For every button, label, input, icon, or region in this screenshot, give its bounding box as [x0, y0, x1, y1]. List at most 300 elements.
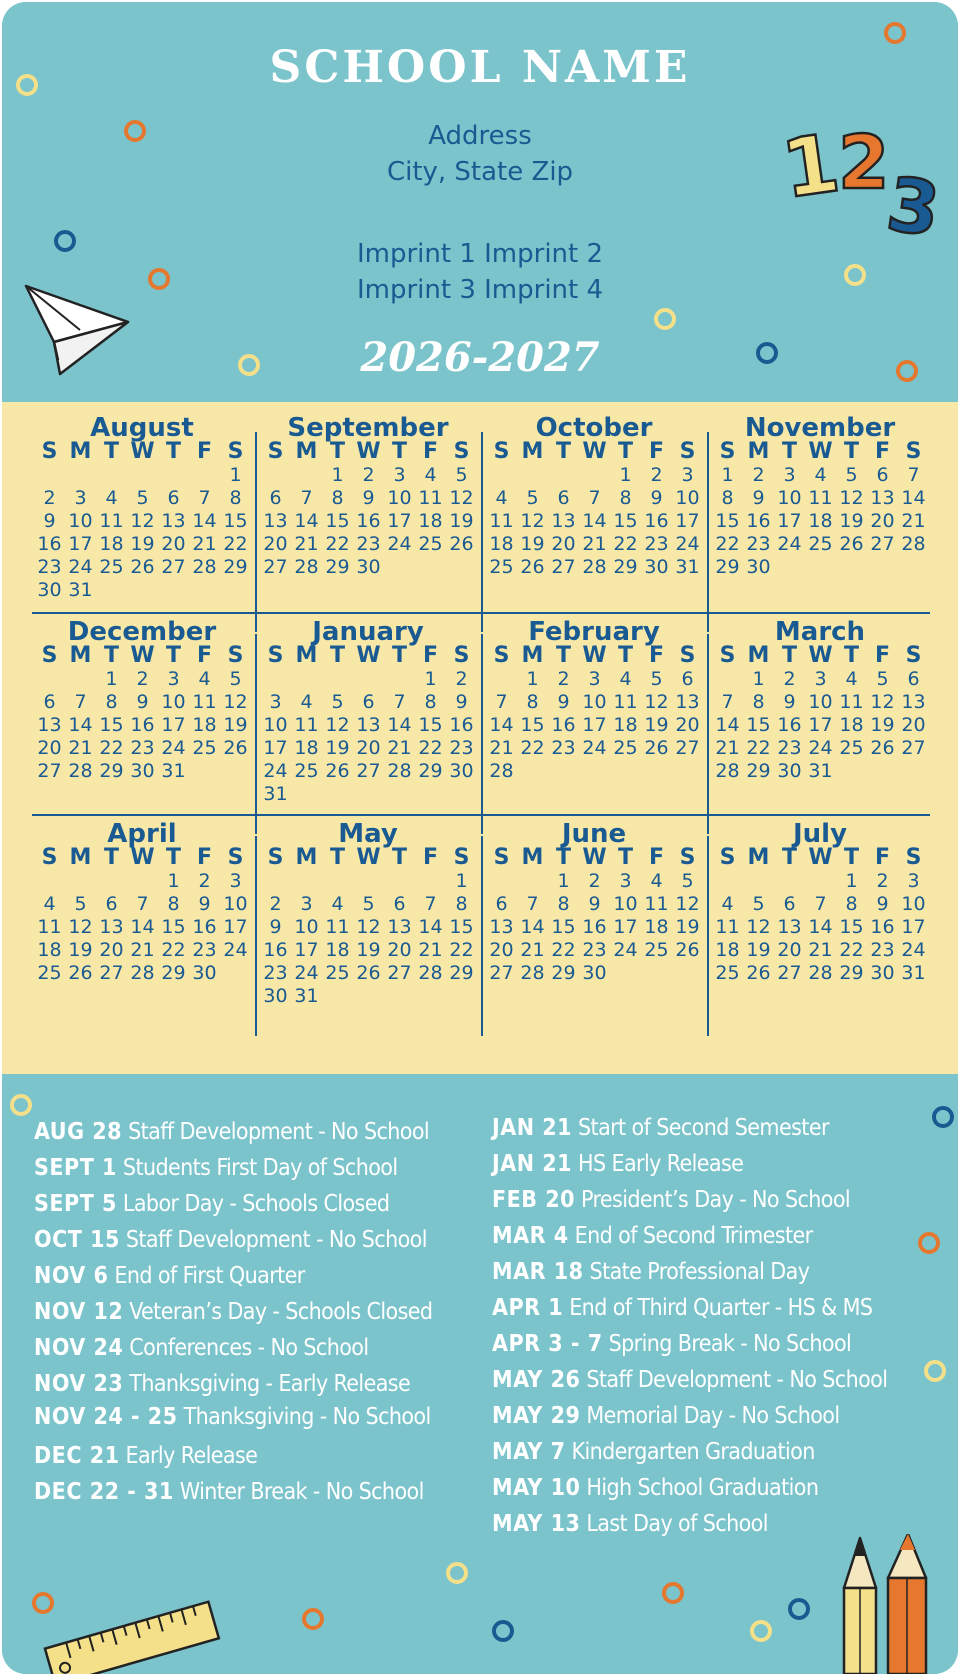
day-cell: 29: [449, 962, 474, 984]
event-text: Labor Day - Schools Closed: [122, 1191, 390, 1217]
day-cell: 29: [551, 962, 576, 984]
day-cell: 9: [650, 487, 663, 509]
week-row: [712, 893, 929, 916]
day-cell: 11: [325, 916, 350, 938]
event-text: President’s Day - No School: [581, 1187, 851, 1213]
day-cell: 4: [495, 487, 508, 509]
day-cell: 2: [362, 464, 375, 486]
day-cell: [446, 985, 477, 1008]
weekday-header: [712, 644, 929, 668]
event-date: SEPT 5: [34, 1191, 117, 1217]
day-cell: 25: [418, 533, 443, 555]
week-row: [34, 579, 251, 602]
day-cell: 26: [839, 533, 864, 555]
week-row: [260, 985, 477, 1008]
day-cell: 27: [37, 760, 62, 782]
event-item: [492, 1218, 932, 1254]
day-cell: 10: [613, 893, 638, 915]
event-date: SEPT 1: [34, 1155, 117, 1181]
day-cell: 18: [715, 939, 740, 961]
event-item: [492, 1326, 932, 1362]
day-cell: 29: [613, 556, 638, 578]
day-cell: 7: [526, 893, 539, 915]
week-row: [712, 487, 929, 510]
day-cell: 29: [325, 556, 350, 578]
day-cell: [415, 985, 446, 1008]
day-cell: [260, 464, 291, 487]
day-cell: 1: [526, 668, 539, 690]
week-row: [712, 962, 929, 985]
day-cell: 19: [870, 714, 895, 736]
event-item: [492, 1182, 932, 1218]
week-row: [260, 737, 477, 760]
day-cell: [65, 668, 96, 691]
day-cell: 22: [325, 533, 350, 555]
event-item: [492, 1290, 932, 1326]
day-cell: 7: [907, 464, 920, 486]
day-cell: 8: [845, 893, 858, 915]
week-row: [712, 533, 929, 556]
decorative-ring-icon: [662, 1582, 684, 1604]
event-date: DEC 21: [34, 1443, 120, 1469]
day-cell: 31: [68, 579, 93, 601]
weekday-label: M: [295, 439, 318, 464]
event-date: JAN 21: [492, 1151, 573, 1177]
day-cell: 23: [449, 737, 474, 759]
day-cell: 25: [489, 556, 514, 578]
decorative-ring-icon: [148, 268, 170, 290]
day-cell: 20: [356, 737, 381, 759]
week-row: [260, 783, 477, 806]
day-cell: 20: [675, 714, 700, 736]
day-cell: 15: [520, 714, 545, 736]
day-cell: 24: [294, 962, 319, 984]
weekday-label: T: [781, 643, 797, 668]
weekday-label: T: [165, 845, 181, 870]
day-cell: 3: [229, 870, 242, 892]
day-cell: 21: [582, 533, 607, 555]
week-row: [712, 760, 929, 783]
day-cell: 18: [808, 510, 833, 532]
day-cell: 22: [839, 939, 864, 961]
week-row: [712, 737, 929, 760]
week-row: [34, 487, 251, 510]
week-row: [486, 510, 703, 533]
weekday-label: S: [453, 845, 470, 870]
weekday-header: [712, 846, 929, 870]
weekday-label: S: [719, 845, 736, 870]
day-cell: 17: [808, 714, 833, 736]
day-cell: 12: [839, 487, 864, 509]
event-text: Start of Second Semester: [578, 1115, 829, 1141]
day-cell: 3: [619, 870, 632, 892]
day-cell: 7: [424, 893, 437, 915]
day-cell: 23: [644, 533, 669, 555]
day-cell: 13: [37, 714, 62, 736]
address-line-1: Address: [428, 121, 532, 151]
day-cell: [127, 579, 158, 602]
day-cell: 3: [74, 487, 87, 509]
day-cell: 11: [839, 691, 864, 713]
day-cell: [774, 556, 805, 579]
day-cell: 28: [808, 962, 833, 984]
week-row: [34, 916, 251, 939]
event-item: [492, 1254, 932, 1290]
day-cell: [486, 870, 517, 893]
day-cell: [158, 464, 189, 487]
day-cell: [96, 579, 127, 602]
week-row: [486, 714, 703, 737]
day-cell: 6: [907, 668, 920, 690]
day-cell: [415, 556, 446, 579]
weekday-label: W: [808, 845, 833, 870]
day-cell: 26: [870, 737, 895, 759]
day-cell: 26: [746, 962, 771, 984]
day-cell: 2: [557, 668, 570, 690]
week-row: [712, 464, 929, 487]
day-cell: 28: [68, 760, 93, 782]
day-cell: 28: [130, 962, 155, 984]
week-row: [486, 691, 703, 714]
week-row: [486, 962, 703, 985]
day-cell: 29: [223, 556, 248, 578]
day-cell: 11: [808, 487, 833, 509]
day-cell: 7: [300, 487, 313, 509]
day-cell: 25: [644, 939, 669, 961]
day-cell: [672, 962, 703, 985]
day-cell: 26: [644, 737, 669, 759]
day-cell: 24: [161, 737, 186, 759]
day-cell: 18: [37, 939, 62, 961]
day-cell: 18: [489, 533, 514, 555]
day-cell: 9: [876, 893, 889, 915]
day-cell: 22: [449, 939, 474, 961]
day-cell: 21: [901, 510, 926, 532]
column-divider: [707, 634, 709, 834]
day-cell: 26: [675, 939, 700, 961]
event-text: Staff Development - No School: [125, 1227, 427, 1253]
day-cell: 10: [675, 487, 700, 509]
day-cell: 27: [356, 760, 381, 782]
weekday-label: F: [196, 845, 213, 870]
day-cell: 16: [130, 714, 155, 736]
decorative-ring-icon: [896, 360, 918, 382]
day-cell: 22: [746, 737, 771, 759]
day-cell: [384, 783, 415, 806]
calendar-section: [2, 402, 958, 1074]
weekday-label: F: [196, 439, 213, 464]
weekday-label: T: [103, 439, 119, 464]
month-name: January: [312, 617, 424, 647]
day-cell: 28: [715, 760, 740, 782]
day-cell: 15: [746, 714, 771, 736]
day-cell: 25: [37, 962, 62, 984]
event-date: OCT 15: [34, 1227, 120, 1253]
day-cell: 1: [752, 668, 765, 690]
day-cell: 8: [331, 487, 344, 509]
day-cell: 14: [715, 714, 740, 736]
event-date: MAY 13: [492, 1511, 581, 1537]
day-cell: 25: [808, 533, 833, 555]
day-cell: 11: [489, 510, 514, 532]
day-cell: [517, 870, 548, 893]
day-cell: [189, 464, 220, 487]
weekday-header: [260, 846, 477, 870]
event-text: Spring Break - No School: [608, 1331, 852, 1357]
event-date: MAY 10: [492, 1475, 581, 1501]
day-cell: 20: [387, 939, 412, 961]
day-cell: 22: [520, 737, 545, 759]
weekday-label: S: [267, 439, 284, 464]
day-cell: 17: [68, 533, 93, 555]
day-cell: 14: [520, 916, 545, 938]
day-cell: 24: [387, 533, 412, 555]
decorative-ring-icon: [302, 1608, 324, 1630]
day-cell: 3: [783, 464, 796, 486]
weekday-label: M: [295, 845, 318, 870]
weekday-label: T: [391, 439, 407, 464]
day-cell: 31: [901, 962, 926, 984]
day-cell: 31: [294, 985, 319, 1007]
weekday-label: S: [719, 439, 736, 464]
decorative-ring-icon: [16, 74, 38, 96]
day-cell: 14: [294, 510, 319, 532]
week-row: [486, 737, 703, 760]
day-cell: [189, 579, 220, 602]
weekday-label: S: [905, 439, 922, 464]
day-cell: 5: [526, 487, 539, 509]
day-cell: [805, 556, 836, 579]
weekday-header: [486, 644, 703, 668]
day-cell: 10: [294, 916, 319, 938]
day-cell: 8: [752, 691, 765, 713]
day-cell: 23: [777, 737, 802, 759]
day-cell: 1: [557, 870, 570, 892]
day-cell: [220, 760, 251, 783]
day-cell: 4: [619, 668, 632, 690]
day-cell: 10: [582, 691, 607, 713]
day-cell: 17: [613, 916, 638, 938]
event-text: HS Early Release: [578, 1151, 744, 1177]
event-text: Staff Development - No School: [128, 1119, 430, 1145]
day-cell: [127, 870, 158, 893]
day-cell: 12: [675, 893, 700, 915]
week-row: [34, 760, 251, 783]
day-cell: 11: [715, 916, 740, 938]
day-cell: 11: [613, 691, 638, 713]
weekday-label: S: [679, 845, 696, 870]
week-row: [260, 760, 477, 783]
week-row: [260, 556, 477, 579]
month-october: [482, 413, 706, 579]
day-cell: [291, 464, 322, 487]
day-cell: 5: [845, 464, 858, 486]
day-cell: [743, 870, 774, 893]
day-cell: 8: [424, 691, 437, 713]
day-cell: 20: [161, 533, 186, 555]
day-cell: 9: [557, 691, 570, 713]
day-cell: 24: [68, 556, 93, 578]
day-cell: 2: [43, 487, 56, 509]
day-cell: 21: [130, 939, 155, 961]
month-name: November: [744, 413, 896, 443]
day-cell: [517, 464, 548, 487]
day-cell: [898, 760, 929, 783]
day-cell: 11: [294, 714, 319, 736]
day-cell: [322, 870, 353, 893]
event-item: [492, 1362, 932, 1398]
day-cell: [641, 962, 672, 985]
day-cell: 29: [746, 760, 771, 782]
month-name: October: [535, 413, 653, 443]
day-cell: 7: [814, 893, 827, 915]
day-cell: 4: [300, 691, 313, 713]
day-cell: 25: [839, 737, 864, 759]
weekday-label: T: [391, 643, 407, 668]
day-cell: [384, 668, 415, 691]
column-divider: [707, 432, 709, 632]
day-cell: [220, 962, 251, 985]
day-cell: 31: [161, 760, 186, 782]
day-cell: 20: [551, 533, 576, 555]
day-cell: [353, 783, 384, 806]
day-cell: 2: [588, 870, 601, 892]
weekday-label: T: [617, 439, 633, 464]
day-cell: 11: [37, 916, 62, 938]
day-cell: 3: [167, 668, 180, 690]
day-cell: 6: [362, 691, 375, 713]
event-item: [34, 1330, 474, 1366]
day-cell: 21: [715, 737, 740, 759]
weekday-header: [260, 440, 477, 464]
column-divider: [481, 432, 483, 632]
day-cell: 4: [198, 668, 211, 690]
day-cell: [34, 870, 65, 893]
day-cell: 24: [613, 939, 638, 961]
day-cell: 14: [387, 714, 412, 736]
week-row: [260, 464, 477, 487]
day-cell: [158, 579, 189, 602]
day-cell: 14: [192, 510, 217, 532]
day-cell: 13: [356, 714, 381, 736]
week-row: [34, 714, 251, 737]
week-row: [486, 668, 703, 691]
day-cell: [517, 760, 548, 783]
weekday-label: M: [747, 439, 770, 464]
day-cell: 18: [613, 714, 638, 736]
day-cell: 12: [325, 714, 350, 736]
day-cell: 13: [387, 916, 412, 938]
day-cell: 15: [223, 510, 248, 532]
day-cell: 12: [870, 691, 895, 713]
day-cell: [291, 870, 322, 893]
day-cell: 16: [192, 916, 217, 938]
column-divider: [481, 836, 483, 1036]
event-item: [34, 1438, 474, 1474]
weekday-header: [486, 440, 703, 464]
day-cell: 28: [520, 962, 545, 984]
day-cell: 23: [356, 533, 381, 555]
day-cell: 28: [901, 533, 926, 555]
day-cell: 11: [192, 691, 217, 713]
decorative-ring-icon: [750, 1620, 772, 1642]
day-cell: 1: [455, 870, 468, 892]
school-name: SCHOOL NAME: [269, 42, 691, 93]
day-cell: 12: [520, 510, 545, 532]
month-name: May: [338, 819, 398, 849]
event-item: [34, 1114, 474, 1150]
weekday-label: T: [617, 845, 633, 870]
day-cell: [384, 985, 415, 1008]
day-cell: [353, 985, 384, 1008]
day-cell: 2: [269, 893, 282, 915]
day-cell: 30: [356, 556, 381, 578]
day-cell: [220, 579, 251, 602]
day-cell: 19: [356, 939, 381, 961]
weekday-header: [712, 440, 929, 464]
day-cell: 10: [901, 893, 926, 915]
decorative-ring-icon: [756, 342, 778, 364]
day-cell: [610, 760, 641, 783]
day-cell: 1: [331, 464, 344, 486]
day-cell: [34, 668, 65, 691]
day-cell: 20: [489, 939, 514, 961]
event-text: Thanksgiving - Early Release: [129, 1371, 411, 1397]
day-cell: 16: [644, 510, 669, 532]
week-row: [260, 714, 477, 737]
day-cell: [446, 556, 477, 579]
day-cell: 7: [495, 691, 508, 713]
day-cell: 6: [393, 893, 406, 915]
event-item: [34, 1294, 474, 1330]
month-june: [482, 819, 706, 985]
weekday-label: S: [227, 643, 244, 668]
event-text: Memorial Day - No School: [586, 1403, 840, 1429]
weekday-label: T: [103, 845, 119, 870]
imprint-line-2: Imprint 3 Imprint 4: [356, 275, 604, 305]
week-row: [34, 510, 251, 533]
day-cell: 23: [870, 939, 895, 961]
day-cell: 14: [130, 916, 155, 938]
day-cell: 2: [198, 870, 211, 892]
day-cell: 6: [783, 893, 796, 915]
weekday-header: [34, 440, 251, 464]
day-cell: 2: [455, 668, 468, 690]
weekday-label: W: [130, 845, 155, 870]
day-cell: 18: [99, 533, 124, 555]
weekday-label: T: [781, 439, 797, 464]
day-cell: 5: [455, 464, 468, 486]
event-item: [34, 1150, 474, 1186]
row-divider: [32, 814, 930, 816]
day-cell: 16: [37, 533, 62, 555]
day-cell: 9: [198, 893, 211, 915]
event-date: MAY 29: [492, 1403, 581, 1429]
weekday-header: [260, 644, 477, 668]
weekday-label: W: [808, 439, 833, 464]
event-item: [492, 1470, 932, 1506]
day-cell: 18: [192, 714, 217, 736]
event-text: End of Third Quarter - HS & MS: [569, 1295, 873, 1321]
day-cell: 29: [839, 962, 864, 984]
day-cell: 6: [167, 487, 180, 509]
day-cell: 22: [99, 737, 124, 759]
header-section: [2, 2, 958, 402]
week-row: [486, 916, 703, 939]
day-cell: 6: [557, 487, 570, 509]
day-cell: 29: [99, 760, 124, 782]
weekday-label: W: [808, 643, 833, 668]
